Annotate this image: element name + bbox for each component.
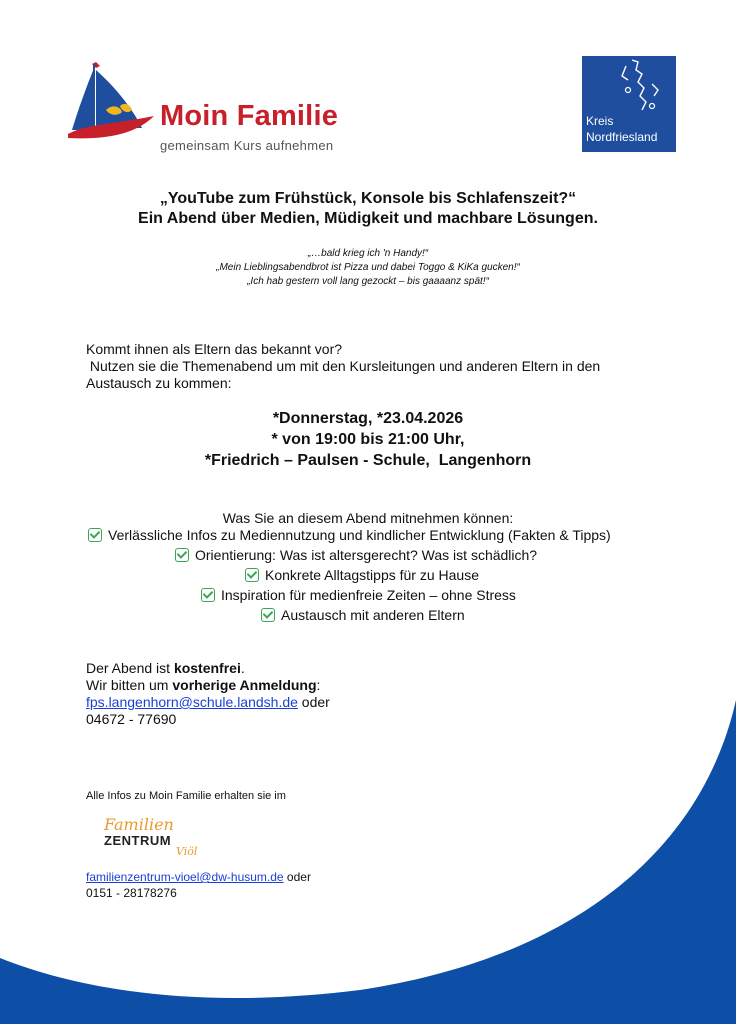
cost-line <box>86 660 245 676</box>
cost-free: kostenfrei <box>173 660 241 676</box>
event-place: *Friedrich – Paulsen - Schule, Langenhorn <box>204 452 532 469</box>
list-item-text: Orientierung: Was ist altersgerecht? Was ist schädlich? <box>195 547 538 563</box>
registration-email-link[interactable]: fps.langenhorn@schule.landsh.de <box>86 694 298 710</box>
familienzentrum-email-link[interactable]: familienzentrum-vioel@dw-husum.de <box>86 870 284 884</box>
brand-tagline: gemeinsam Kurs aufnehmen <box>160 138 334 153</box>
quote-3: „Ich hab gestern voll lang gezockt – bis gaaaanz spät!“ <box>247 276 489 287</box>
checkbox-checked-icon <box>175 548 189 562</box>
or-text: oder <box>297 694 330 710</box>
registration-prefix: Wir bitten um <box>86 677 173 693</box>
headline-line-2: Ein Abend über Medien, Müdigkeit und machbare Lösungen. <box>138 210 598 227</box>
cost-suffix: . <box>240 660 245 676</box>
registration-line <box>86 677 320 693</box>
event-date: *Donnerstag, *23.04.2026 <box>272 410 464 427</box>
takeaways-title: Was Sie an diesem Abend mitnehmen können: <box>222 510 514 526</box>
list-item <box>261 606 465 624</box>
registration-bold: vorherige Anmeldung <box>172 677 317 693</box>
quote-2: „Mein Lieblingsabendbrot ist Pizza und dabei Toggo & KiKa gucken!“ <box>216 262 520 273</box>
headline-line-1: „YouTube zum Frühstück, Konsole bis Schlafenszeit?“ <box>159 190 577 207</box>
list-item <box>88 526 611 544</box>
cost-prefix: Der Abend ist <box>86 660 174 676</box>
registration-phone: 04672 - 77690 <box>86 711 177 727</box>
list-item <box>201 586 516 604</box>
or-text: oder <box>283 870 311 884</box>
checkbox-checked-icon <box>261 608 275 622</box>
familienzentrum-logo-word1: Familien <box>104 815 174 834</box>
list-item <box>245 566 479 584</box>
map-outline-icon <box>582 56 676 116</box>
familienzentrum-logo-word3: Viöl <box>176 845 198 858</box>
checkbox-checked-icon <box>245 568 259 582</box>
registration-email-line <box>86 694 330 710</box>
list-item-text: Konkrete Alltagstipps für zu Hause <box>265 567 480 583</box>
quote-1: „…bald krieg ich 'n Handy!“ <box>307 248 429 259</box>
kreis-label: Kreis <box>586 114 614 128</box>
familienzentrum-phone: 0151 - 28178276 <box>86 886 177 900</box>
checkbox-checked-icon <box>88 528 102 542</box>
intro-line-2: Nutzen sie die Themenabend um mit den Kursleitungen und anderen Eltern in den <box>86 358 601 374</box>
brand-name: Moin Familie <box>160 100 339 132</box>
intro-line-1: Kommt ihnen als Eltern das bekannt vor? <box>86 341 343 357</box>
event-time: * von 19:00 bis 21:00 Uhr, <box>271 431 465 448</box>
list-item-text: Inspiration für medienfreie Zeiten – ohne Stress <box>221 587 516 603</box>
familienzentrum-email-line <box>86 870 311 884</box>
checkbox-checked-icon <box>201 588 215 602</box>
registration-suffix: : <box>316 677 321 693</box>
list-item-text: Austausch mit anderen Eltern <box>281 607 465 623</box>
info-line: Alle Infos zu Moin Familie erhalten sie im <box>86 790 286 802</box>
familienzentrum-logo-word2: ZENTRUM <box>104 833 172 848</box>
intro-line-3: Austausch zu kommen: <box>86 375 232 391</box>
list-item-text: Verlässliche Infos zu Mediennutzung und kindlicher Entwicklung (Fakten & Tipps) <box>108 527 611 543</box>
list-item <box>175 546 537 564</box>
kreis-name: Nordfriesland <box>586 130 658 144</box>
